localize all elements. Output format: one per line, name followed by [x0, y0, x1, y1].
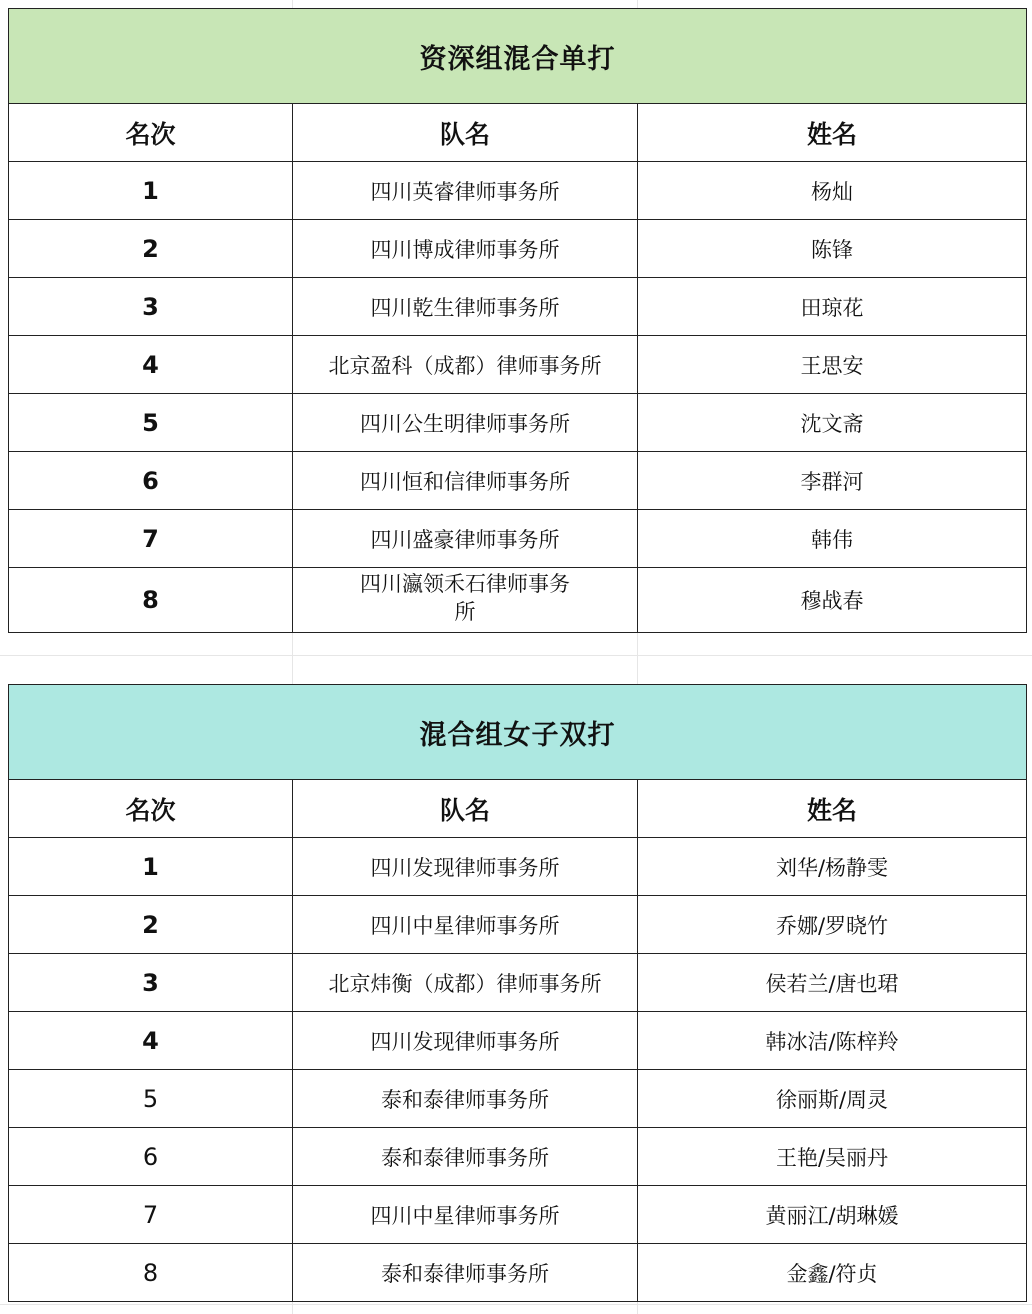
table-title: 资深组混合单打 — [9, 9, 1027, 104]
table-header-row — [9, 104, 1027, 162]
header-rank: 名次 — [9, 104, 293, 162]
player-cell: 乔娜/罗晓竹 — [638, 896, 1027, 954]
team-cell: 北京盈科（成都）律师事务所 — [293, 336, 638, 394]
player-cell: 金鑫/符贞 — [638, 1244, 1027, 1302]
table-row — [9, 394, 1027, 452]
player-cell: 黄丽江/胡琳媛 — [638, 1186, 1027, 1244]
results-table-mixed-womens-doubles — [8, 684, 1027, 1302]
header-team: 队名 — [293, 104, 638, 162]
table-row — [9, 452, 1027, 510]
rank-cell: 7 — [9, 510, 293, 568]
table-row — [9, 220, 1027, 278]
player-cell: 侯若兰/唐也珺 — [638, 954, 1027, 1012]
player-cell: 穆战春 — [638, 568, 1027, 633]
rank-cell: 3 — [9, 278, 293, 336]
team-cell: 四川发现律师事务所 — [293, 838, 638, 896]
player-cell: 沈文斋 — [638, 394, 1027, 452]
rank-cell: 7 — [9, 1186, 293, 1244]
team-cell: 四川中星律师事务所 — [293, 1186, 638, 1244]
rank-cell: 4 — [9, 1012, 293, 1070]
team-cell: 四川中星律师事务所 — [293, 896, 638, 954]
rank-cell: 1 — [9, 162, 293, 220]
team-cell: 四川恒和信律师事务所 — [293, 452, 638, 510]
rank-cell: 1 — [9, 838, 293, 896]
team-cell: 四川博成律师事务所 — [293, 220, 638, 278]
table-row — [9, 278, 1027, 336]
table-title-row — [9, 9, 1027, 104]
player-cell: 杨灿 — [638, 162, 1027, 220]
rank-cell: 2 — [9, 220, 293, 278]
team-cell: 四川英睿律师事务所 — [293, 162, 638, 220]
grid-line — [0, 655, 1032, 656]
table-title: 混合组女子双打 — [9, 685, 1027, 780]
table-row — [9, 896, 1027, 954]
table-title-row — [9, 685, 1027, 780]
table-row — [9, 1186, 1027, 1244]
player-cell: 刘华/杨静雯 — [638, 838, 1027, 896]
team-cell: 四川盛豪律师事务所 — [293, 510, 638, 568]
grid-line — [0, 1304, 1032, 1305]
rank-cell: 5 — [9, 394, 293, 452]
team-cell — [293, 568, 638, 633]
rank-cell: 2 — [9, 896, 293, 954]
table-row — [9, 1244, 1027, 1302]
table-row — [9, 336, 1027, 394]
header-name: 姓名 — [638, 780, 1027, 838]
results-table-senior-mixed-singles — [8, 8, 1027, 633]
team-cell: 泰和泰律师事务所 — [293, 1128, 638, 1186]
rank-cell: 4 — [9, 336, 293, 394]
team-cell: 北京炜衡（成都）律师事务所 — [293, 954, 638, 1012]
rank-cell: 6 — [9, 452, 293, 510]
table-row — [9, 510, 1027, 568]
table-header-row — [9, 780, 1027, 838]
header-name: 姓名 — [638, 104, 1027, 162]
player-cell: 徐丽斯/周灵 — [638, 1070, 1027, 1128]
team-cell: 四川发现律师事务所 — [293, 1012, 638, 1070]
table-row — [9, 1070, 1027, 1128]
rank-cell: 8 — [9, 1244, 293, 1302]
player-cell: 韩伟 — [638, 510, 1027, 568]
team-cell: 泰和泰律师事务所 — [293, 1070, 638, 1128]
player-cell: 王思安 — [638, 336, 1027, 394]
table-row — [9, 838, 1027, 896]
table-row — [9, 568, 1027, 633]
player-cell: 王艳/吴丽丹 — [638, 1128, 1027, 1186]
player-cell: 韩冰洁/陈梓羚 — [638, 1012, 1027, 1070]
table-row — [9, 1128, 1027, 1186]
player-cell: 田琼花 — [638, 278, 1027, 336]
rank-cell: 8 — [9, 568, 293, 633]
player-cell: 李群河 — [638, 452, 1027, 510]
rank-cell: 5 — [9, 1070, 293, 1128]
player-cell: 陈锋 — [638, 220, 1027, 278]
header-rank: 名次 — [9, 780, 293, 838]
table-row — [9, 954, 1027, 1012]
team-cell-text: 四川瀛领禾石律师事务所 — [360, 572, 570, 624]
header-team: 队名 — [293, 780, 638, 838]
rank-cell: 6 — [9, 1128, 293, 1186]
table-row — [9, 1012, 1027, 1070]
team-cell: 四川公生明律师事务所 — [293, 394, 638, 452]
rank-cell: 3 — [9, 954, 293, 1012]
table-row — [9, 162, 1027, 220]
team-cell: 四川乾生律师事务所 — [293, 278, 638, 336]
team-cell: 泰和泰律师事务所 — [293, 1244, 638, 1302]
